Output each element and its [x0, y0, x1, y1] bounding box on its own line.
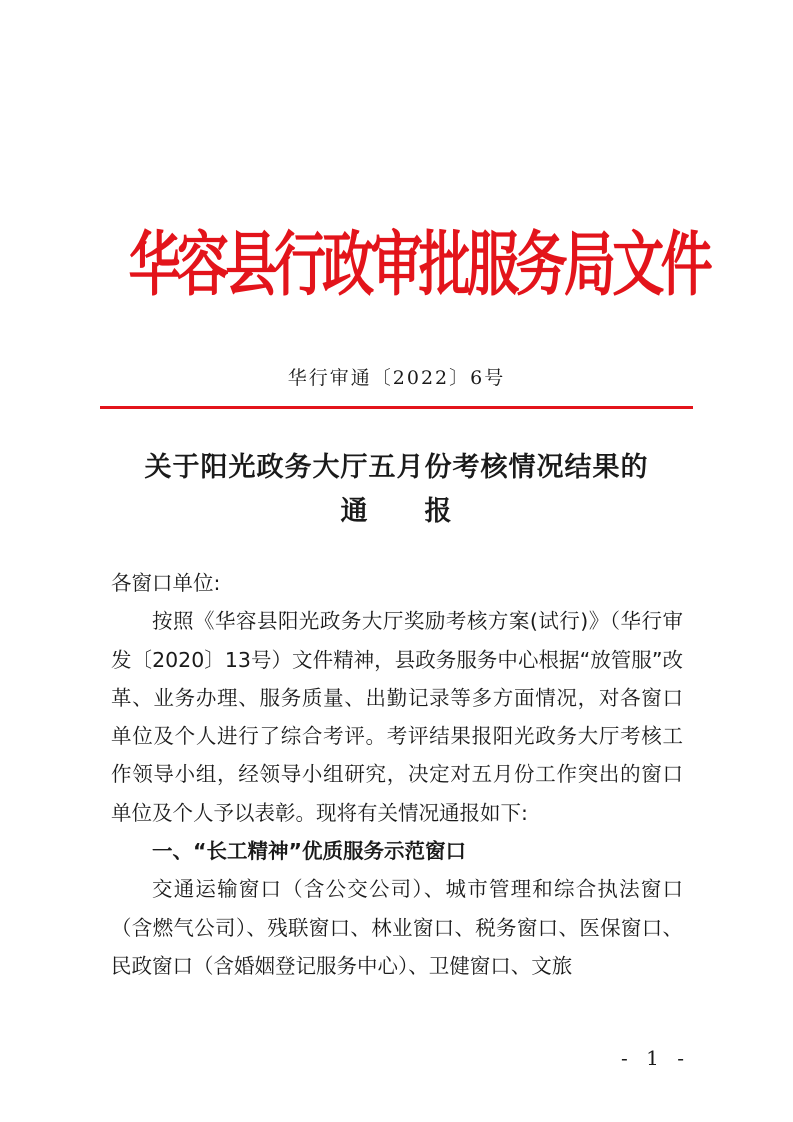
body-paragraph-1: 按照《华容县阳光政务大厅奖励考核方案(试行)》（华行审发〔2020〕13号）文件精神，县政务服务中心根据“放管服”改革、业务办理、服务质量、出勤记录等多方面情况，对各窗口单位及个人进行了综合考评。考评结果报阳光政务大厅考核工作领导小组，经领导小组研究，决定对五月份工作突出的窗口单位及个人予以表彰。现将有关情况通报如下:	[111, 609, 683, 825]
body-paragraph-2: 交通运输窗口（含公交公司）、城市管理和综合执法窗口（含燃气公司）、残联窗口、林业窗口、税务窗口、医保窗口、民政窗口（含婚姻登记服务中心）、卫健窗口、文旅	[111, 877, 683, 978]
salutation: 各窗口单位:	[111, 571, 221, 595]
section-heading-1: 一、“长工精神”优质服务示范窗口	[152, 839, 466, 864]
document-title-line1: 关于阳光政务大厅五月份考核情况结果的	[144, 452, 649, 483]
document-title-line2: 通 报	[340, 496, 453, 527]
document-title	[100, 446, 693, 534]
issuer-title: 华容县行政审批服务局文件	[128, 223, 709, 306]
red-divider-line	[100, 406, 693, 409]
page-number: - 1 -	[621, 1046, 690, 1070]
document-body	[111, 564, 683, 985]
document-number: 华行审通〔2022〕6号	[287, 367, 506, 389]
